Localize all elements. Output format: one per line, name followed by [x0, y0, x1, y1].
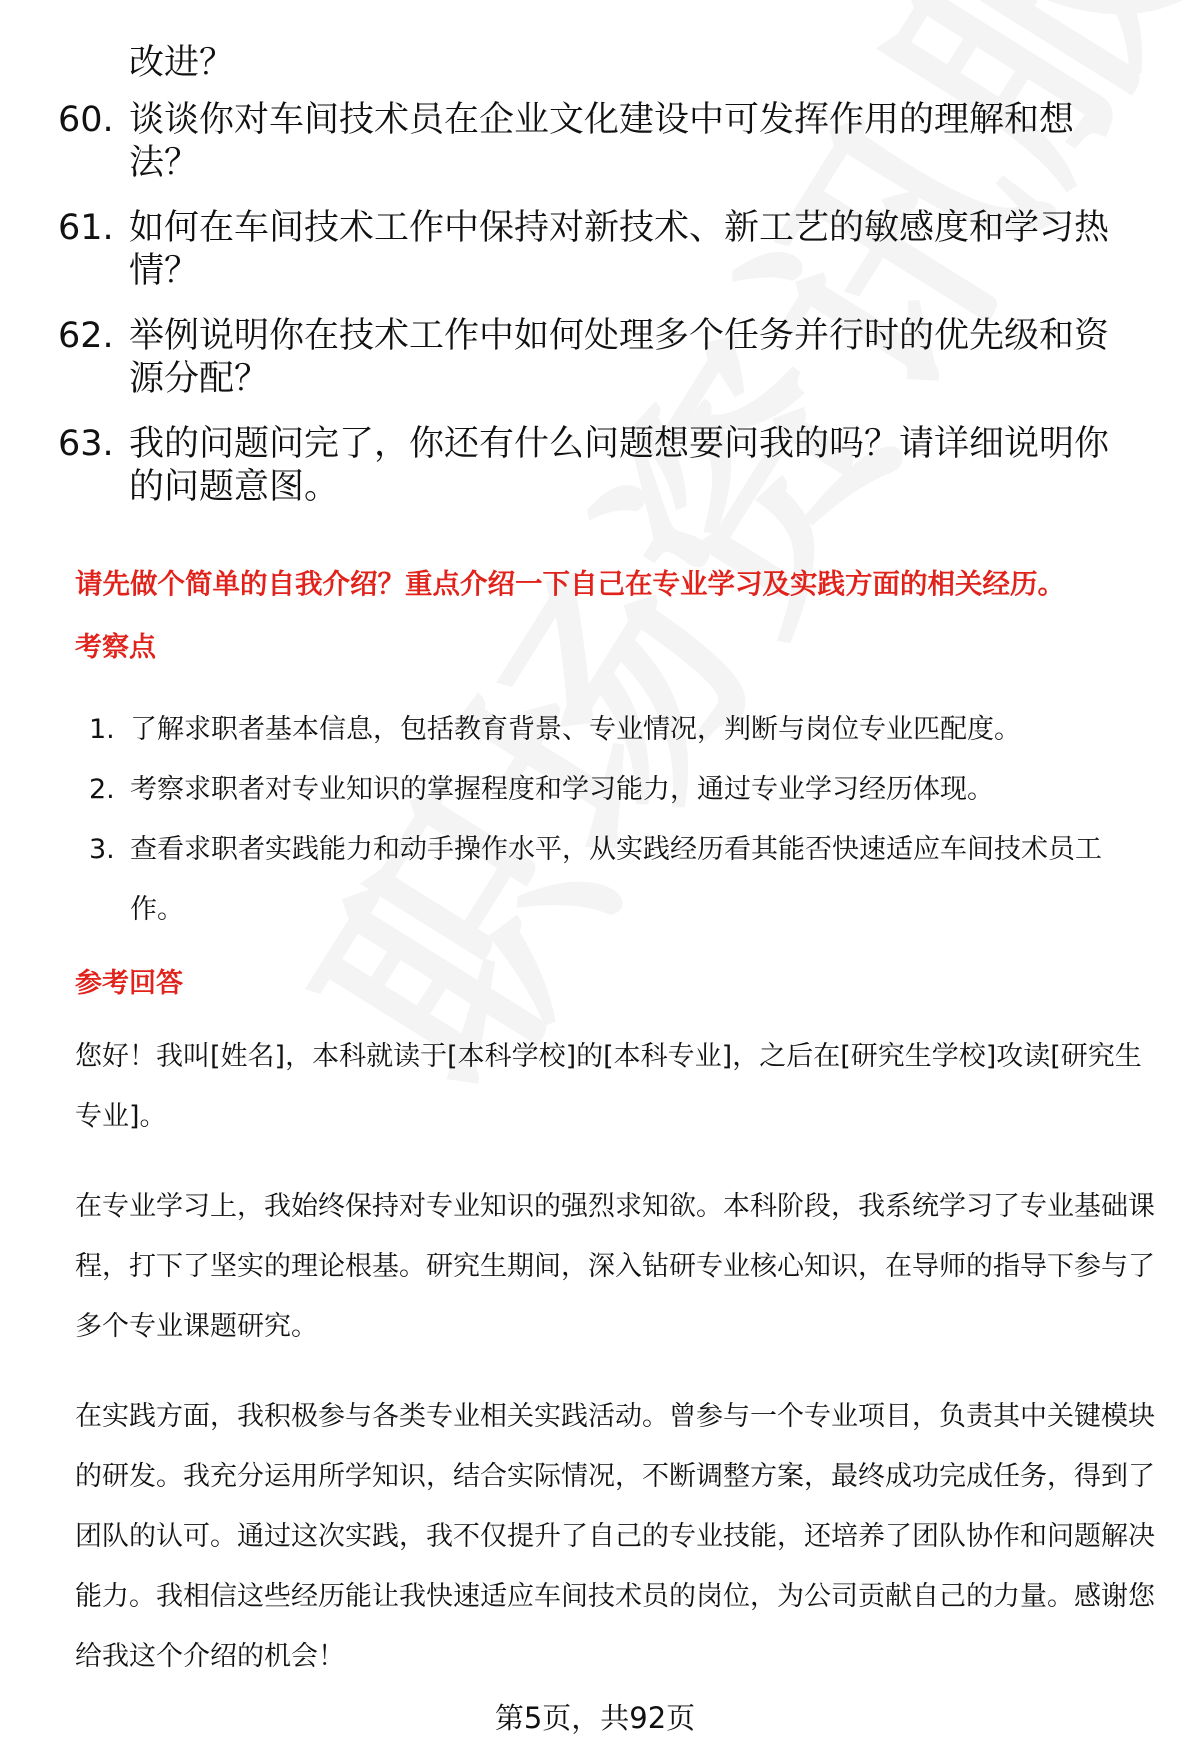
- question-number: 63.: [58, 424, 114, 464]
- question-item: [58, 423, 1138, 509]
- answer-heading: 参考回答: [75, 968, 183, 999]
- answer-paragraph: 在实践方面，我积极参与各类专业相关实践活动。曾参与一个专业项目，负责其中关键模块的研发。我充分运用所学知识，结合实际情况，不断调整方案，最终成功完成任务，得到了团队的认可。通过这次实践，我不仅提升了自己的专业技能，还培养了团队协作和问题解决能力。我相信这些经历能让我快速适应车间技术员的岗位，为公司贡献自己的力量。感谢您给我这个介绍的机会！: [75, 1401, 1155, 1672]
- question-list: [58, 42, 1138, 531]
- question-text: 如何在车间技术工作中保持对新技术、新工艺的敏感度和学习热情？: [129, 208, 1110, 291]
- list-item: [75, 700, 1155, 760]
- question-item: [58, 42, 1138, 85]
- points-list: [75, 700, 1155, 940]
- main-question-heading: 请先做个简单的自我介绍？重点介绍一下自己在专业学习及实践方面的相关经历。: [75, 568, 1065, 600]
- list-item: [75, 760, 1155, 820]
- question-item: [58, 315, 1138, 401]
- point-number: 1.: [89, 714, 115, 745]
- question-item: [58, 99, 1138, 185]
- question-number: 62.: [58, 316, 114, 356]
- point-number: 2.: [89, 774, 115, 805]
- question-item: [58, 207, 1138, 293]
- answer-paragraph: 您好！我叫[姓名]，本科就读于[本科学校]的[本科专业]，之后在[研究生学校]攻读[研究生专业]。: [75, 1041, 1142, 1132]
- point-text: 查看求职者实践能力和动手操作水平，从实践经历看其能否快速适应车间技术员工作。: [130, 834, 1102, 925]
- question-number: 61.: [58, 208, 114, 248]
- point-number: 3.: [89, 834, 115, 865]
- question-text: 举例说明你在技术工作中如何处理多个任务并行时的优先级和资源分配？: [129, 316, 1110, 399]
- points-heading: 考察点: [75, 632, 156, 663]
- point-text: 考察求职者对专业知识的掌握程度和学习能力，通过专业学习经历体现。: [130, 774, 994, 805]
- question-number: 60.: [58, 100, 114, 140]
- list-item: [75, 820, 1155, 940]
- question-text: 谈谈你对车间技术员在企业文化建设中可发挥作用的理解和想法？: [129, 100, 1075, 183]
- page-number: 第5页，共92页: [494, 1701, 696, 1735]
- answer-paragraph: 在专业学习上，我始终保持对专业知识的强烈求知欲。本科阶段，我系统学习了专业基础课程，打下了坚实的理论根基。研究生期间，深入钻研专业核心知识，在导师的指导下参与了多个专业课题研究。: [75, 1191, 1155, 1342]
- question-text: 改进？: [129, 43, 235, 83]
- question-text: 我的问题问完了，你还有什么问题想要问我的吗？请详细说明你的问题意图。: [129, 424, 1110, 507]
- point-text: 了解求职者基本信息，包括教育背景、专业情况，判断与岗位专业匹配度。: [130, 714, 1021, 745]
